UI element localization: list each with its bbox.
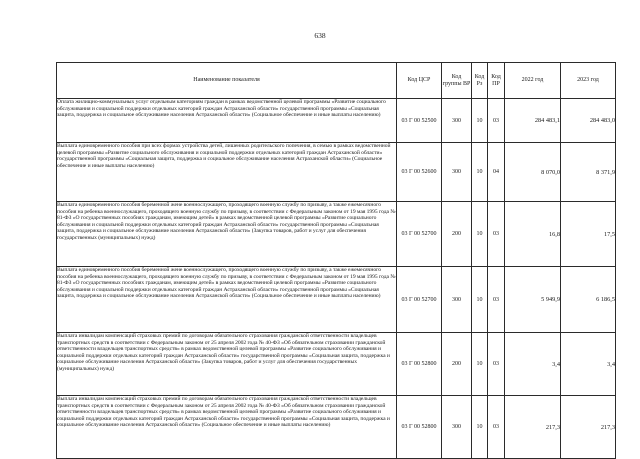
row-value-2022: 16,8 [505, 202, 561, 267]
row-code: 03 Г 00 52700 [397, 267, 442, 333]
row-value-2023: 8 371,9 [561, 143, 616, 202]
row-value-2023: 284 483,0 [561, 99, 616, 143]
header-2022: 2022 год [505, 63, 561, 99]
header-pr: Код ПР [488, 63, 505, 99]
table-row [57, 396, 616, 459]
row-name: Выплата единовременного пособия беременной жене военнослужащего, проходящего военную службу по призыву, а также ежемесячного пособия на ребенка военнослужащего, проходящего военную службу по призыву, в соответствии с Федеральным законом от 19 мая 1995 года № 81-ФЗ «О государственных пособиях гражданам, имеющим детей» в рамках ведомственной целевой программы «Развитие социального обслуживания и социальной поддержки отдельных категорий граждан Астраханской области» государственной программы «Социальная защита, поддержка и социальное обслуживание населения Астраханской области» (Социальное обеспечение и иные выплаты населению) [57, 267, 397, 333]
row-pr: 03 [488, 333, 505, 396]
row-group: 200 [442, 202, 472, 267]
row-rz: 10 [472, 99, 488, 143]
row-name: Выплата инвалидам компенсаций страховых премий по договорам обязательного страхования гражданской ответственности владельцев транспортных средств в соответствии с Федеральным законом от 25 апреля 2002 года № 40-ФЗ «Об обязательном страховании гражданской ответственности владельцев транспортных средств» в рамках ведомственной целевой программы «Развитие социального обслуживания и социальной поддержки отдельных категорий граждан Астраханской области» государственной программы «Социальная защита, поддержка и социальное обслуживание населения Астраханской области» (Закупка товаров, работ и услуг для обеспечения государственных (муниципальных) нужд) [57, 333, 397, 396]
row-group: 300 [442, 143, 472, 202]
header-code: Код ЦСР [397, 63, 442, 99]
row-value-2022: 284 483,1 [505, 99, 561, 143]
row-group: 300 [442, 99, 472, 143]
row-rz: 10 [472, 333, 488, 396]
row-code: 03 Г 00 52800 [397, 333, 442, 396]
header-name: Наименование показателя [57, 63, 397, 99]
row-value-2022: 217,3 [505, 396, 561, 459]
header-2023: 2023 год [561, 63, 616, 99]
row-value-2022: 5 949,9 [505, 267, 561, 333]
row-code: 03 Г 00 52700 [397, 202, 442, 267]
budget-table [56, 62, 616, 459]
table-row [57, 202, 616, 267]
row-value-2022: 3,4 [505, 333, 561, 396]
row-code: 03 Г 00 52500 [397, 99, 442, 143]
table-row [57, 143, 616, 202]
row-code: 03 Г 00 52600 [397, 143, 442, 202]
row-group: 300 [442, 396, 472, 459]
row-value-2023: 3,4 [561, 333, 616, 396]
row-value-2023: 6 186,5 [561, 267, 616, 333]
row-value-2023: 217,3 [561, 396, 616, 459]
table-header-row [57, 63, 616, 99]
row-pr: 03 [488, 396, 505, 459]
row-group: 200 [442, 333, 472, 396]
row-rz: 10 [472, 267, 488, 333]
table-row [57, 267, 616, 333]
row-name: Выплата единовременного пособия при всех формах устройства детей, лишенных родительского попечения, в семью в рамках ведомственной целевой программы «Развитие социального обслуживания и социальной поддержки отдельных категорий граждан Астраханской области» государственной программы «Социальная защита, поддержка и социальное обслуживание населения Астраханской области» (Социальное обеспечение и иные выплаты населению) [57, 143, 397, 202]
row-pr: 04 [488, 143, 505, 202]
header-group: Код группы ВР [442, 63, 472, 99]
header-rz: Код Рз [472, 63, 488, 99]
table-row [57, 333, 616, 396]
page-number: 638 [314, 31, 326, 40]
row-pr: 03 [488, 267, 505, 333]
row-value-2022: 8 070,0 [505, 143, 561, 202]
row-rz: 10 [472, 143, 488, 202]
table-row [57, 99, 616, 143]
row-pr: 03 [488, 99, 505, 143]
row-name: Выплата единовременного пособия беременной жене военнослужащего, проходящего военную службу по призыву, а также ежемесячного пособия на ребенка военнослужащего, проходящего военную службу по призыву, в соответствии с Федеральным законом от 19 мая 1995 года № 81-ФЗ «О государственных пособиях гражданам, имеющим детей» в рамках ведомственной целевой программы «Развитие социального обслуживания и социальной поддержки отдельных категорий граждан Астраханской области» государственной программы «Социальная защита, поддержка и социальное обслуживание населения Астраханской области» (Закупка товаров, работ и услуг для обеспечения государственных (муниципальных) нужд) [57, 202, 397, 267]
row-name: Оплата жилищно-коммунальных услуг отдельным категориям граждан в рамках ведомственной целевой программы «Развитие социального обслуживания и социальной поддержки отдельных категорий граждан Астраханской области» государственной программы «Социальная защита, поддержка и социальное обслуживание населения Астраханской области» (Социальное обеспечение и иные выплаты населению) [57, 99, 397, 143]
row-name: Выплата инвалидам компенсаций страховых премий по договорам обязательного страхования гражданской ответственности владельцев транспортных средств в соответствии с Федеральным законом от 25 апреля 2002 года № 40-ФЗ «Об обязательном страховании гражданской ответственности владельцев транспортных средств» в рамках ведомственной целевой программы «Развитие социального обслуживания и социальной поддержки отдельных категорий граждан Астраханской области» государственной программы «Социальная защита, поддержка и социальное обслуживание населения Астраханской области» (Социальное обеспечение и иные выплаты населению) [57, 396, 397, 459]
row-code: 03 Г 00 52800 [397, 396, 442, 459]
row-rz: 10 [472, 396, 488, 459]
row-pr: 03 [488, 202, 505, 267]
row-rz: 10 [472, 202, 488, 267]
row-value-2023: 17,5 [561, 202, 616, 267]
row-group: 300 [442, 267, 472, 333]
